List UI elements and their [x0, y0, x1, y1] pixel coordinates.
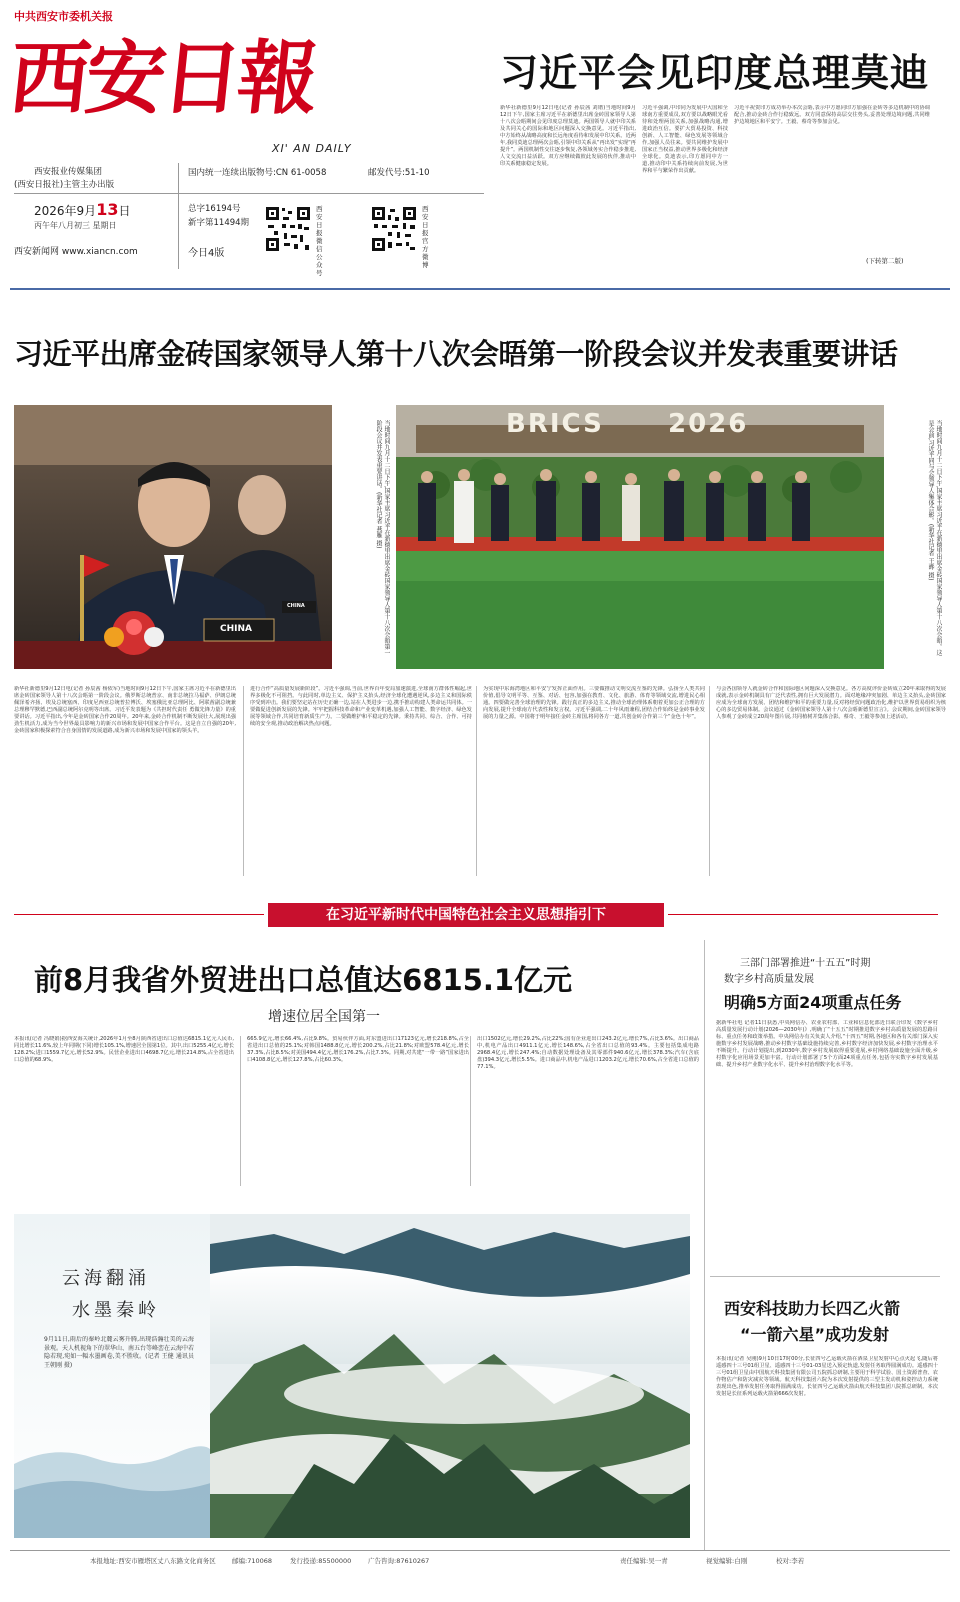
feature-title: 云海翻涌 [62, 1268, 150, 1289]
banner-line-left [14, 914, 264, 915]
ideology-banner [268, 903, 664, 927]
main-body-col2: 进行合作“高质量发展新阶段”。习近平强调,当前,世界百年变局加速演进,全球南方群体性崛起,世界多极化不可阻挡。与此同时,单边主义、保护主义抬头,经济全球化遭遇逆风,多边主义和国际秩序受到冲击。我们要坚定站在历史正确一边,站在人类进步一边,携手推动构建人类命运共同体。一要做促进创新发展的先锋。牢牢把握科技革命和产业变革机遇,加强人工智能、数字经济、绿色发展等领域合作,共同培育新质生产力。二要做维护和平稳定的先锋。秉持共同、综合、合作、可持续的安全观,推动政治解决热点问题。 [243, 686, 472, 876]
trade-subhead: 增速位居全国第一 [268, 1009, 380, 1025]
qr-label-weibo: 西安日报官方微博 [422, 205, 429, 269]
party-label: 中共西安市委机关报 [14, 10, 113, 23]
brics-sign: BRICS [506, 409, 604, 439]
trade-body-col2: 665.9亿元,增长66.4%,占比9.8%。贸易伙伴方面,对东盟进出口17123亿元,增长218.8%,占全省进出口总值的25.1%;对韩国1488.8亿元,增长200.2%,占比21.8%;对欧盟578.4亿元,增长37.3%,占比8.5%;对美国494.4亿元,增长176.2%,占比7.3%。同期,对共建“一带一路”国家进出口4108.8亿元,增长127.8%,占比60.3%。 [240, 1036, 469, 1186]
publisher-line-2: (西安日报社)主管主办出版 [14, 180, 115, 190]
qr-label-wechat: 西安日报微信公众号 [316, 205, 323, 277]
lead-headline: 习近平会见印度总理莫迪 [500, 51, 930, 95]
cn-code: 国内统一连续出版物号:CN 61-0058 [188, 168, 327, 178]
photo-caption-1: 当地时间九月十二日下午,国家主席习近平在新德里出席金砖国家领导人第十八次会晤第一阶段会议并发表重要讲话。(新华社记者 燕雁 摄) [375, 420, 390, 656]
main-headline: 习近平出席金砖国家领导人第十八次会晤第一阶段会议并发表重要讲话 [14, 337, 898, 371]
qr-code-wechat[interactable] [264, 205, 312, 253]
date-day: 13 [96, 200, 119, 219]
feature-caption: 9月11日,雨后的秦岭北麓云雾升腾,出现浩瀚壮美的云海景观。天人机视角下的翠华山、南五台等峰峦在云海中若隐若现,宛如一幅水墨画卷,美不胜收。(记者 王健 通讯员 王朝刚 摄) [44, 1336, 194, 1369]
masthead-divider [10, 288, 950, 290]
lead-body-col3: 习近平祝贺印方成功举办本次会晤,表示中方愿同印方加强在金砖等多边机制中的协调配合,推动金砖合作行稳致远。双方同意保持高层交往势头,妥善处理边境问题,共同维护边境地区和平安宁。王毅、蔡奇等参加会见。 [734, 105, 930, 125]
lead-body-col2: 习近平强调,中印同为发展中大国和全球南方重要成员,双方要以战略眼光看待和处理两国关系,加强战略沟通,增进政治互信。要扩大贸易投资、科技创新、人工智能、绿色发展等领域合作,加强人员往来。要共同维护发展中国家正当权益,推动世界多极化和经济全球化。莫迪表示,印方愿同中方一道,推动印中关系持续向前发展,为世界和平与繁荣作出贡献。 [642, 105, 728, 174]
placard-china: CHINA [220, 624, 252, 634]
rural-headline: 明确5方面24项重点任务 [724, 993, 902, 1012]
footer-proof: 校对:李若 [776, 1557, 805, 1565]
issue-date: 2026年9月13日 [34, 200, 131, 219]
photo-meeting [14, 405, 332, 669]
photo-feature-panel [14, 1214, 690, 1538]
main-body-col4: 与会各国领导人就金砖合作和国际地区问题深入交换意见。各方高度评价金砖成立20年来取得的发展成就,表示金砖机制具有广泛代表性,拥有巨大发展潜力。面对地缘冲突加剧、单边主义抬头,金砖国家应成为全球南方发展、团结和维护和平的重要力量,反对将经贸问题政治化,维护以世界贸易组织为核心的多边贸易体制。会议通过《金砖国家领导人第十八次会晤新德里宣言》。会议期间,金砖国家领导人参观了金砖成立20周年图片展,共同植树并集体合影。蔡奇、王毅等参加上述活动。 [709, 686, 946, 876]
trade-headline: 前8月我省外贸进出口总值达6815.1亿元 [34, 963, 573, 997]
ideology-banner-text: 在习近平新时代中国特色社会主义思想指引下 [326, 907, 606, 923]
post-code: 邮发代号:51-10 [368, 168, 430, 178]
lunar-date: 丙午年八月初三 星期日 [34, 221, 117, 230]
publisher-line: 西安报业传媒集团 [34, 167, 103, 177]
footer-ads: 广告咨询:87610267 [368, 1557, 430, 1565]
rocket-headline: 西安科技助力长四乙火箭 [724, 1299, 901, 1318]
newspaper-logo: 西安日報 [5, 31, 319, 125]
newspaper-logo-latin: XI' AN DAILY [272, 142, 352, 155]
trade-body-col3: 出口1502亿元,增长29.2%,占比22%;国有企业进出口243.2亿元,增长7%,占比3.6%。出口商品中,机电产品出口4911.1亿元,增长148.6%,占全省出口总值的93.4%。主要包括集成电路2968.4亿元,增长247.4%;自动数据处理设备及其零部件940.6亿元,增长378.3%;汽车(含底盘)394.3亿元,增长5.5%。进口商品中,机电产品进口1203.2亿元,增长70.6%,占全省进口总值的77.1%。 [470, 1036, 699, 1186]
footer-distribution: 发行投递:85500000 [290, 1557, 352, 1565]
photo-group [396, 405, 884, 669]
page-count: 今日4版 [188, 248, 225, 259]
rural-kicker-2: 数字乡村高质量发展 [724, 974, 814, 985]
issue-new: 新字第11494期 [188, 218, 250, 228]
rocket-body: 本报讯(记者 吴刚)9月10日17时00分,长征四号乙运载火箭在酒泉卫星发射中心点火起飞,随后将遥感四十三号01组卫星、遥感四十三号01-03星送入预定轨道,发射任务取得圆满成功。遥感四十三号01组卫星由中国航天科技集团有限公司五院抓总研制,主要用于科学试验、国土资源普查、农作物估产和防灾减灾等领域。航天科技集团六院为本次发射提供的三型主发动机和姿控动力系统表现出色,推举发射任务取得圆满成功。长征四号乙运载火箭由航天科技集团八院抓总研制。本次发射是长征系列运载火箭第666次发射。 [716, 1356, 938, 1397]
footer-address: 本报地址:西安市雁塔区丈八东路文化商务区 [90, 1557, 216, 1565]
footer-editor: 责任编辑:吴一青 [620, 1557, 668, 1565]
website[interactable]: 西安新闻网 www.xiancn.com [14, 247, 138, 257]
rural-kicker: 三部门部署推进“十五五”时期 [740, 958, 871, 969]
rural-body: 据新华社电 记者11日获悉,中央网信办、农业农村部、工业和信息化部近日联合印发《数字乡村高质量发展行动计划(2026—2030年)》,明确了“十五五”时期推进数字乡村高质量发展的思路目标、重点任务和政策举措。中央网信办有关负责人介绍,“十四五”时期,各地区和各有关部门深入实施数字乡村发展战略,推动乡村数字基础设施持续完善,乡村数字经济加快发展,乡村数字治理水平不断提升。行动计划提出,到2030年,数字乡村发展取得重要进展,乡村网络基础设施全面升级,乡村数字化应用场景更加丰富。行动计划部署了5个方面24项重点任务,包括夯实数字乡村发展基础、提升乡村产业数字化水平、提升乡村治理数字化水平等。 [716, 1020, 938, 1068]
main-body-col1: 新华社新德里9月12日电(记者 孙辰茜 杨依军)当地时间9月12日下午,国家主席习近平在新德里出席金砖国家领导人第十八次会晤第一阶段会议。俄罗斯总统普京、南非总统拉马福萨、伊朗总统佩泽希齐扬、埃及总统塞西、印度尼西亚总统普拉博沃、埃塞俄比亚总理阿比、阿联酋副总统兼总理穆罕默德,巴西副总统阿尔克明等出席。习近平发表题为《共担时代责任 勇做先锋力量》的重要讲话。习近平指出,今年是金砖国家合作20周年。20年来,金砖合作机制不断发展壮大,展现出强劲生机活力,成为当今世界最具影响力的新兴市场和发展中国家合作平台。这是自立自强的20年,金砖国家积极探索符合自身国情的发展道路,成为新兴市场和发展中国家的领头羊。 [14, 686, 236, 734]
lead-body-col1: 新华社新德里9月12日电(记者 孙辰茜 刘锴)当地时间9月12日下午,国家主席习近平在新德里出席金砖国家领导人第十八次会晤期间会见印度总理莫迪。两国领导人就中印关系及共同关心的国际和地区问题深入交换意见。习近平指出,中方始终从战略高度和长远角度看待和发展中印关系。近两年,我同莫迪总理两次会晤,引领中印关系从“再出发”实现“再提升”。两国机制性交往逐步恢复,各领域务实合作稳步推进,人文交流日益活跃。双方应继续做彼此发展的伙伴,推动中印关系健康稳定发展。 [500, 105, 636, 167]
placard-china-back: CHINA [287, 603, 305, 609]
feature-title-2: 水墨秦岭 [72, 1300, 160, 1321]
rocket-headline-2: “一箭六星”成功发射 [740, 1325, 890, 1344]
lead-continued: (下转第二版) [866, 257, 904, 265]
photo-caption-2: 当地时间九月十二日下午,国家主席习近平在新德里出席金砖国家领导人第十八次会晤。这是会前,习近平同与会领导人集体合影。(新华社记者 王晔 摄) [927, 420, 942, 656]
main-body-col3: 为实现中东海湾地区和平安宁发挥正面作用。三要做推动文明交流互鉴的先锋。弘扬全人类共同价值,倡导文明平等、互鉴、对话、包容,加强在教育、文化、旅游、体育等领域交流,增进民心相通。四要做完善全球治理的先锋。践行真正的多边主义,推动全球治理体系朝着更加公正合理的方向发展,提升全球南方代表性和发言权。习近平强调,二十年风雨兼程,团结合作始终是金砖事业发展的力量之源。中国将于明年接任金砖主席国,将同各方一道,共创金砖合作第三个“金色十年”。 [476, 686, 705, 876]
footer-postal: 邮编:710068 [232, 1557, 273, 1565]
trade-body-col1: 本报讯(记者 冯晓娟)据西安海关统计,2026年1月至8月陕西省进出口总值达6815.1亿元人民币,同比增长11.6%,较上年同期(下同)增长105.1%,增速居全国第1位。其中,出口5255.4亿元,增长128.2%;进口1559.7亿元,增长52.9%。民营企业进出口4698.7亿元,增长214.8%,占全省进出口总值的68.9%。 [14, 1036, 234, 1063]
brics-sign-year: 2026 [668, 409, 749, 439]
issue-total: 总字16194号 [188, 204, 241, 214]
banner-line-right [668, 914, 938, 915]
footer-design: 视觉编辑:白刚 [706, 1557, 748, 1565]
qr-code-weibo[interactable] [370, 205, 418, 253]
